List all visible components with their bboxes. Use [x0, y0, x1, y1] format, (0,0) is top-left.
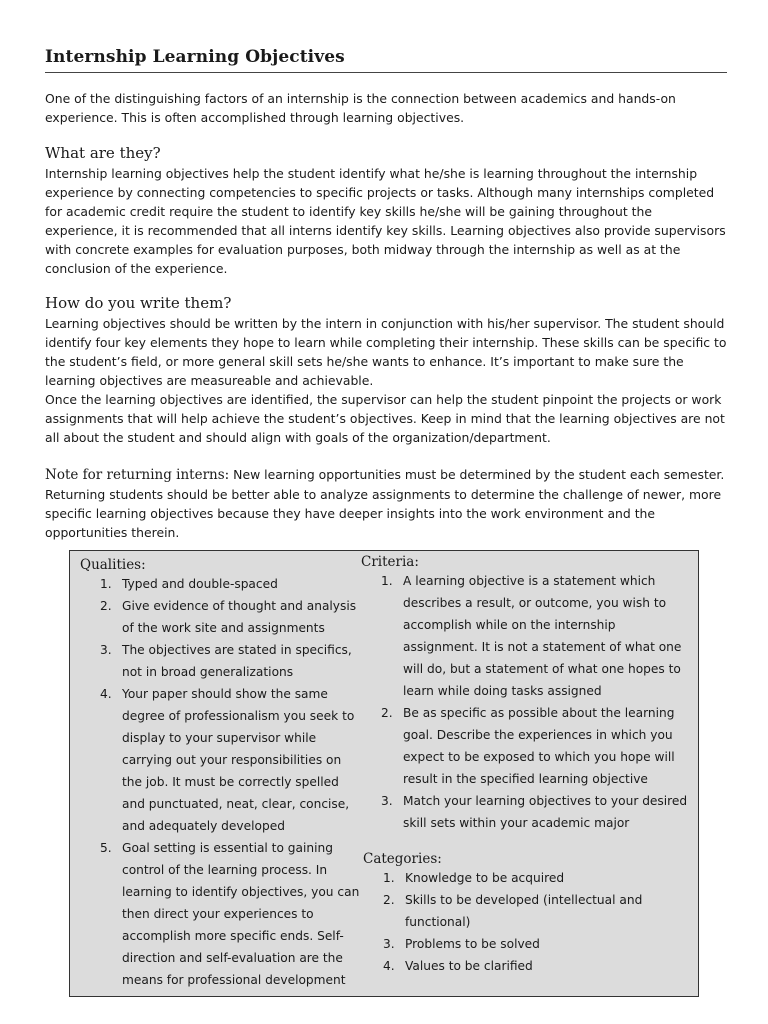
- note-body: New learning opportunities must be determined by the student each semester. Returning students should be better able to analyze assignments to determine the challenge of newer, more specific learning objectives because they have deeper insights into the work environment and the opportunities therein.: [45, 467, 725, 540]
- objectives-box: [69, 550, 699, 997]
- qualities-column: [80, 557, 365, 991]
- list-item: 3. Problems to be solved: [383, 937, 540, 951]
- categories-heading: Categories:: [363, 851, 442, 867]
- categories-column: [363, 851, 683, 977]
- list-item: 3. Match your learning objectives to your desired skill sets within your academic major: [381, 794, 688, 830]
- criteria-column: [361, 554, 691, 834]
- note-lead: Note for returning interns:: [45, 467, 230, 483]
- what-heading: What are they?: [45, 144, 161, 162]
- title-divider: [45, 72, 727, 73]
- list-item: 4. Values to be clarified: [383, 959, 533, 973]
- list-item: 5. Goal setting is essential to gaining control of the learning process. In learning to identify objectives, you can then direct your experiences to accomplish more specific ends. Self-direction and self-evaluation are the means for professional development: [100, 841, 360, 987]
- categories-list: [363, 867, 683, 977]
- list-item: 4. Your paper should show the same degree of professionalism you seek to display to your supervisor while carrying out your responsibilities on the job. It must be correctly spelled and punctuated, neat, clear, concise, and adequately developed: [100, 687, 355, 833]
- how-paragraph-2: Once the learning objectives are identified, the supervisor can help the student pinpoint the projects or work assignments that will help achieve the student’s objectives. Keep in mind that the learning objectives are not all about the student and should align with goals of the organization/department.: [45, 392, 725, 445]
- page-title: Internship Learning Objectives: [45, 47, 345, 67]
- list-item: 3. The objectives are stated in specifics, not in broad generalizations: [100, 643, 352, 679]
- list-item: 2. Skills to be developed (intellectual and functional): [383, 893, 643, 929]
- how-paragraph-1: Learning objectives should be written by the intern in conjunction with his/her supervisor. The student should identify four key elements they hope to learn while completing their internship. These skills can be specific to the student’s field, or more general skill sets he/she wants to enhance. It’s important to make sure the learning objectives are measureable and achievable.: [45, 316, 727, 388]
- what-paragraph: Internship learning objectives help the student identify what he/she is learning throughout the internship experience by connecting competencies to specific projects or tasks. Although many internships completed for academic credit require the student to identify key skills he/she will be gaining throughout the experience, it is recommended that all interns identify key skills. Learning objectives also provide supervisors with concrete examples for evaluation purposes, both midway through the internship as well as at the conclusion of the experience.: [45, 166, 726, 276]
- list-item: 1. Knowledge to be acquired: [383, 871, 565, 885]
- list-item: 2. Give evidence of thought and analysis of the work site and assignments: [100, 599, 357, 635]
- criteria-heading: Criteria:: [361, 554, 419, 570]
- list-item: 2. Be as specific as possible about the learning goal. Describe the experiences in which you expect to be exposed to which you hope will result in the specified learning objective: [381, 706, 675, 786]
- qualities-heading: Qualities:: [80, 557, 146, 573]
- criteria-list: [361, 570, 691, 834]
- list-item: 1. A learning objective is a statement which describes a result, or outcome, you wish to accomplish while on the internship assignment. It is not a statement of what one will do, but a statement of what one hopes to learn while doing tasks assigned: [381, 574, 682, 698]
- note-paragraph: [45, 465, 728, 542]
- intro-paragraph: One of the distinguishing factors of an internship is the connection between academics and hands-on experience. This is often accomplished through learning objectives.: [45, 91, 676, 125]
- how-heading: How do you write them?: [45, 294, 232, 312]
- qualities-list: [80, 573, 365, 991]
- list-item: 1. Typed and double-spaced: [100, 577, 278, 591]
